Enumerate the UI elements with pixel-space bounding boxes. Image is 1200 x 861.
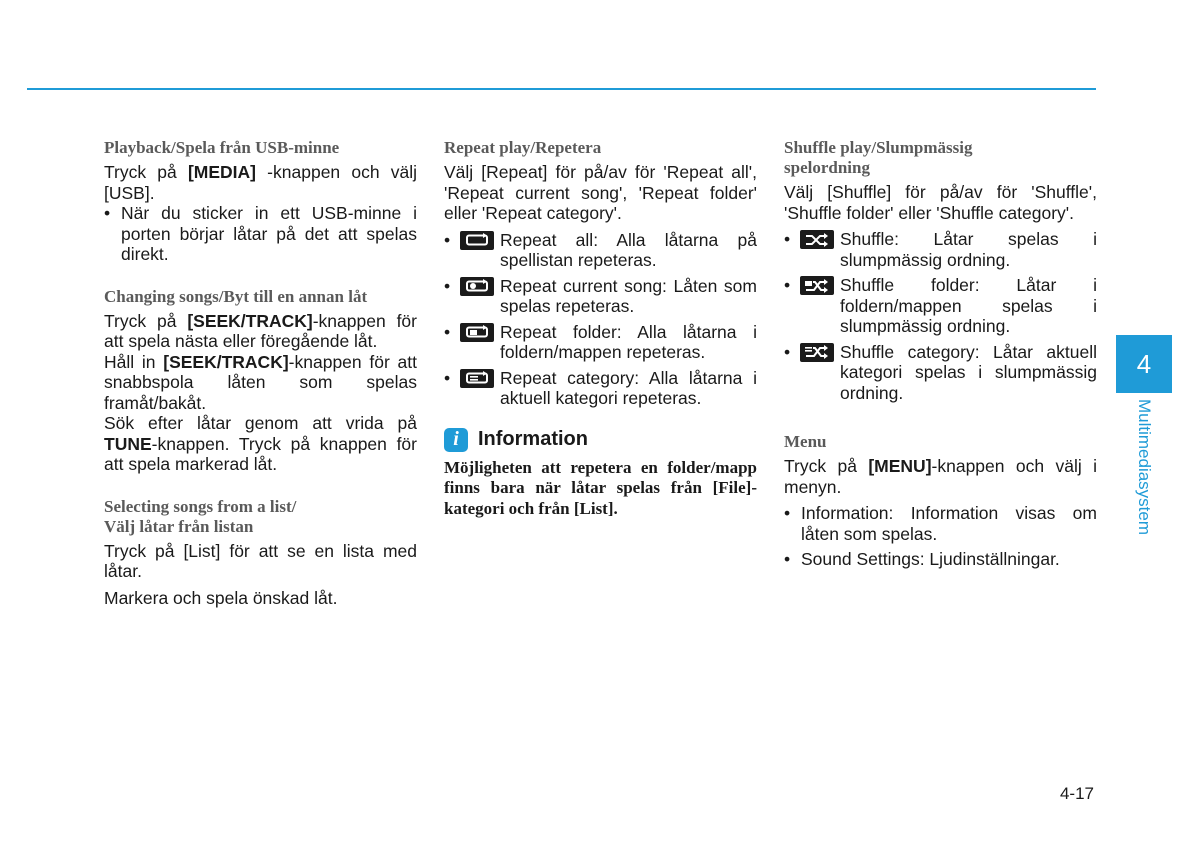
bullet-icon: •	[784, 229, 791, 249]
shuffle-folder-icon	[800, 276, 834, 295]
menu-instruction	[784, 456, 1097, 497]
list-item	[444, 322, 757, 363]
shuffle-list	[784, 229, 1097, 403]
bullet-icon: •	[784, 275, 791, 295]
list-item	[444, 276, 757, 317]
menu-heading: Menu	[784, 432, 827, 451]
selecting-paragraph-1: Tryck på [List] för att se en lista med låtar.	[104, 540, 417, 581]
bullet-icon: •	[444, 367, 451, 388]
changing-paragraph-2	[104, 352, 417, 414]
repeat-category-icon	[460, 369, 494, 388]
list-item	[444, 368, 757, 409]
information-body: Möjligheten att repetera en folder/mapp finns bara när låtar spelas från [File]-kategori och från [List].	[444, 457, 757, 518]
list-item	[784, 275, 1097, 337]
changing-heading: Changing songs/Byt till en annan låt	[104, 286, 368, 306]
bullet-icon: •	[444, 275, 451, 296]
heading-line-1: Shuffle play/Slumpmässig	[784, 138, 973, 157]
shuffle-icon	[800, 230, 834, 249]
text: Tryck på	[784, 456, 869, 476]
playback-heading: Playback/Spela från USB-minne	[104, 138, 340, 157]
bullet-icon: •	[784, 503, 791, 523]
repeat-heading: Repeat play/Repetera	[444, 138, 602, 157]
list-item-text: Sound Settings: Ljudinställningar.	[801, 549, 1060, 569]
text: Håll in	[104, 351, 164, 372]
text: -knappen och välj i menyn.	[784, 456, 1097, 497]
bullet-icon: •	[104, 203, 111, 223]
changing-paragraph-3	[104, 413, 417, 475]
tune-key-label: TUNE	[104, 433, 152, 454]
repeat-intro: Välj [Repeat] för på/av för 'Repeat all', 'Repeat current song', 'Repeat folder' eller 'Repeat category'.	[444, 162, 757, 223]
selecting-paragraph-2: Markera och spela önskad låt.	[104, 587, 338, 608]
list-item-text: Repeat folder: Alla låtarna i foldern/mappen repeteras.	[500, 321, 757, 362]
list-item-text: Repeat current song: Låten som spelas repeteras.	[500, 275, 757, 316]
information-header	[444, 428, 757, 452]
repeat-one-icon	[460, 277, 494, 296]
playback-instruction	[104, 162, 417, 203]
text: -knappen. Tryck på knappen för att spela markerad låt.	[104, 433, 417, 474]
page-number: 4-17	[1059, 784, 1094, 803]
selecting-heading	[104, 497, 417, 537]
list-item	[784, 503, 1097, 544]
list-item-text: Shuffle folder: Låtar i foldern/mappen spelas i slumpmässig ordning.	[840, 275, 1097, 336]
list-item	[104, 203, 417, 265]
shuffle-intro: Välj [Shuffle] för på/av för 'Shuffle', 'Shuffle folder' eller 'Shuffle category'.	[784, 182, 1097, 223]
bullet-icon: •	[784, 549, 791, 569]
text: -knappen för att spela nästa eller föregående låt.	[104, 310, 417, 351]
list-item	[784, 229, 1097, 270]
chapter-label: Multimediasystem	[1135, 398, 1154, 536]
heading-line-2: Välj låtar från listan	[104, 516, 254, 536]
playback-list	[104, 203, 417, 265]
column-left	[104, 138, 417, 608]
repeat-all-icon	[460, 231, 494, 250]
list-item	[784, 549, 1097, 570]
bullet-icon: •	[784, 341, 791, 362]
bullet-icon: •	[444, 229, 451, 250]
text: Sök efter låtar genom att vrida på	[104, 413, 417, 433]
bullet-icon: •	[444, 321, 451, 342]
heading-line-2: spelordning	[784, 158, 870, 177]
media-key-label: [MEDIA]	[187, 162, 256, 182]
seek-key-label: [SEEK/TRACK]	[187, 310, 313, 331]
changing-paragraph-1	[104, 311, 417, 352]
menu-key-label: [MENU]	[868, 456, 932, 476]
text: -knappen för att snabbspola låten som spelas framåt/bakåt.	[104, 351, 417, 413]
shuffle-heading	[784, 138, 1097, 178]
list-item-text: Shuffle category: Låtar aktuell kategori spelas i slumpmässig ordning.	[840, 341, 1097, 403]
column-right	[784, 138, 1097, 570]
repeat-list	[444, 230, 757, 409]
chapter-tab: 4	[1116, 335, 1172, 393]
list-item	[784, 342, 1097, 404]
info-icon: i	[444, 428, 468, 452]
list-item-text: Repeat category: Alla låtarna i aktuell kategori repeteras.	[500, 367, 757, 408]
list-item-text: Information: Information visas om låten som spelas.	[801, 503, 1097, 544]
repeat-folder-icon	[460, 323, 494, 342]
list-item-text: Repeat all: Alla låtarna på spellistan repeteras.	[500, 229, 757, 270]
shuffle-category-icon	[800, 343, 834, 362]
heading-line-1: Selecting songs from a list/	[104, 496, 297, 516]
text: -knappen och välj [USB].	[104, 162, 417, 203]
text: Tryck på	[104, 310, 188, 331]
text: Tryck på	[104, 162, 188, 182]
column-middle	[444, 138, 757, 519]
information-title: Information	[478, 428, 588, 450]
list-item	[444, 230, 757, 271]
seek-key-label: [SEEK/TRACK]	[163, 351, 289, 372]
list-item-text: Shuffle: Låtar spelas i slumpmässig ordning.	[840, 229, 1097, 270]
list-item-text: När du sticker in ett USB-minne i porten börjar låtar på det att spelas direkt.	[121, 203, 417, 264]
header-rule	[27, 88, 1096, 90]
menu-list	[784, 503, 1097, 570]
